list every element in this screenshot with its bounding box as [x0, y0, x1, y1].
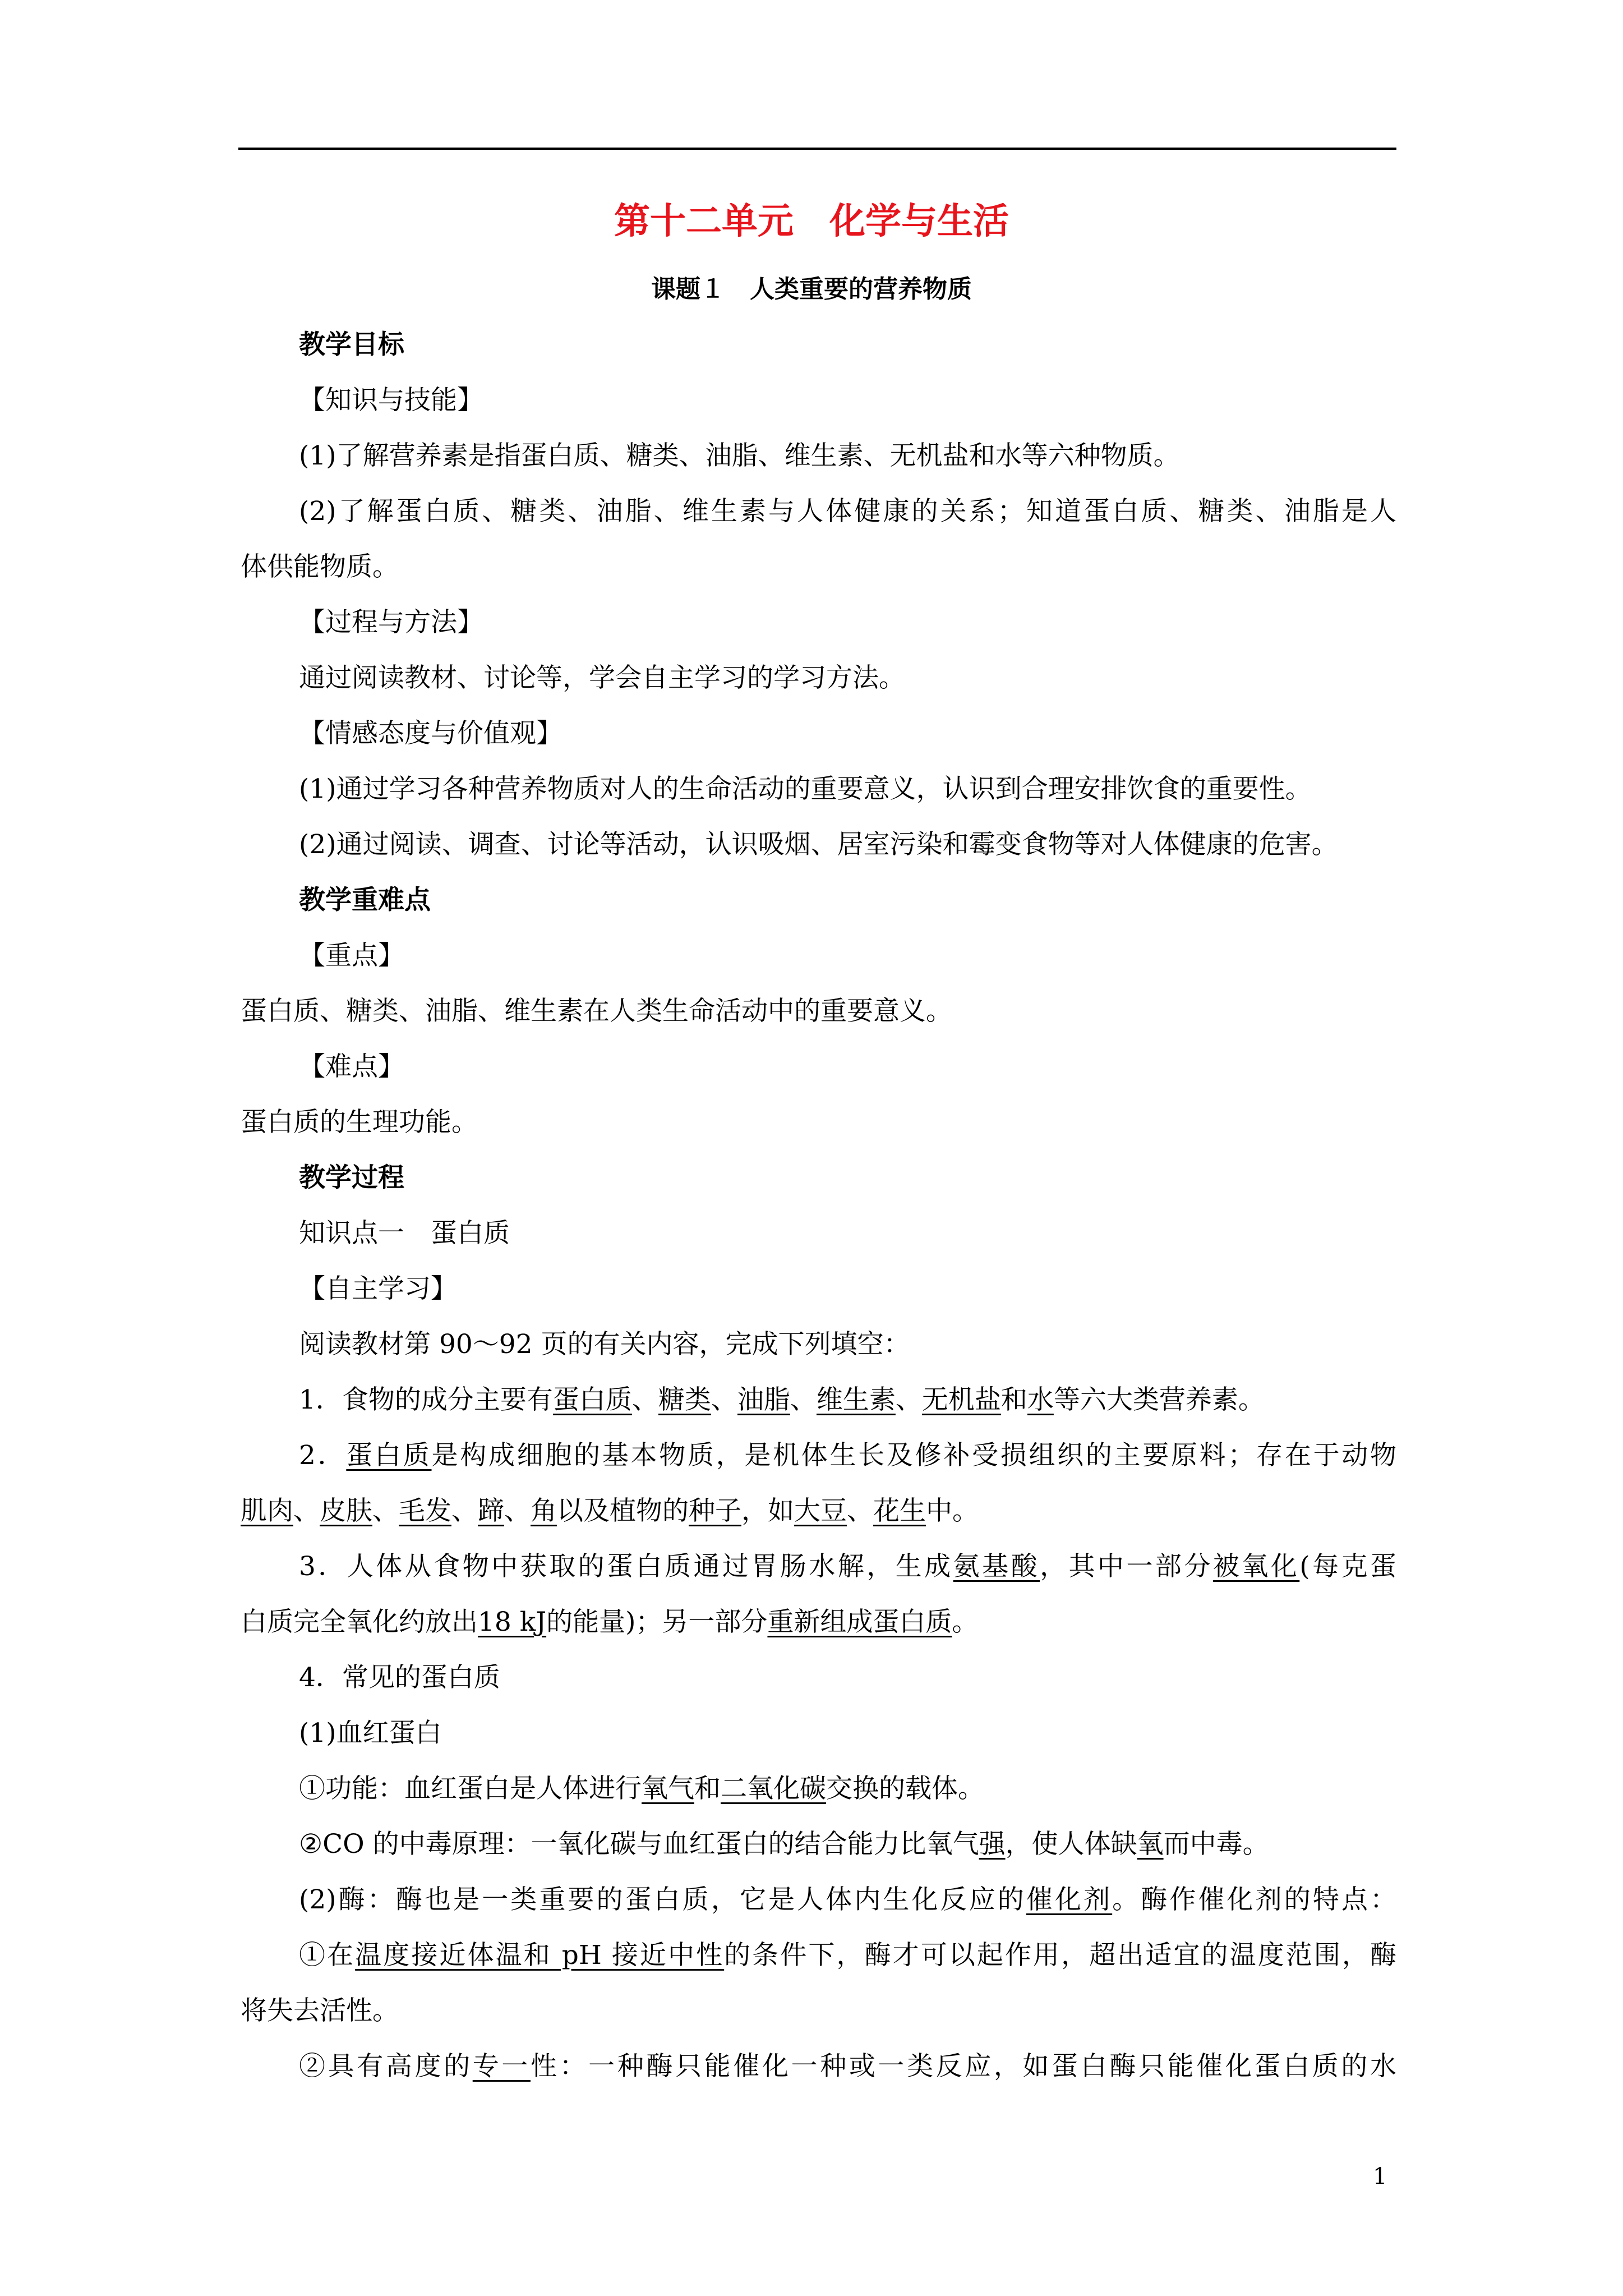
answer-blank: 花生	[873, 1496, 926, 1526]
answer-blank: 氧气	[642, 1773, 694, 1804]
answer-blank: 强	[979, 1829, 1006, 1860]
focus-text: 蛋白质、糖类、油脂、维生素在人类生命活动中的重要意义。	[241, 996, 952, 1027]
answer-blank: 被氧化	[1212, 1551, 1300, 1582]
reading-instruction: 阅读教材第 90～92 页的有关内容，完成下列填空：	[299, 1329, 910, 1360]
difficulty-heading: 【难点】	[299, 1051, 404, 1082]
page-number: 1	[1373, 2164, 1387, 2189]
enzyme-feature-1: ①在温度接近体温和 pH 接近中性的条件下，酶才可以起作用，超出适宜的温度范围，酶	[299, 1940, 1397, 1971]
answer-blank: 氧	[1137, 1829, 1164, 1860]
emotion-heading: 【情感态度与价值观】	[299, 718, 562, 749]
knowledge-heading: 【知识与技能】	[299, 385, 483, 416]
emotion-item-1: (1)通过学习各种营养物质对人的生命活动的重要意义，认识到合理安排饮食的重要性。	[299, 774, 1312, 804]
unit-title: 第十二单元 化学与生活	[614, 200, 1009, 242]
knowledge-item-1: (1)了解营养素是指蛋白质、糖类、油脂、维生素、无机盐和水等六种物质。	[299, 440, 1180, 471]
answer-blank: 角	[531, 1496, 557, 1526]
header-rule	[238, 148, 1396, 150]
answer-blank: 二氧化碳	[721, 1773, 826, 1804]
enzyme-heading: (2)酶：酶也是一类重要的蛋白质，它是人体内生化反应的催化剂。酶作催化剂的特点：	[299, 1884, 1397, 1915]
knowledge-item-2-cont: 体供能物质。	[241, 551, 399, 582]
process-text: 通过阅读教材、讨论等，学会自主学习的学习方法。	[299, 662, 905, 693]
answer-blank: 无机盐	[921, 1384, 1001, 1415]
hemoglobin-heading: (1)血红蛋白	[299, 1718, 442, 1749]
answer-blank: 催化剂	[1026, 1884, 1113, 1915]
lesson-title: 课题１ 人类重要的营养物质	[651, 275, 972, 303]
question-4-heading: 4．常见的蛋白质	[299, 1662, 500, 1693]
q1-prefix: 1．食物的成分主要有	[299, 1384, 553, 1415]
answer-blank: 大豆	[794, 1496, 847, 1526]
difficulty-text: 蛋白质的生理功能。	[241, 1107, 478, 1138]
enzyme-feature-1-cont: 将失去活性。	[241, 1995, 399, 2026]
answer-blank: 水	[1027, 1384, 1054, 1415]
answer-blank: 皮肤	[320, 1496, 372, 1526]
answer-blank: 18 kJ	[478, 1607, 547, 1637]
teaching-process-heading: 教学过程	[299, 1162, 404, 1193]
hemoglobin-function: ①功能：血红蛋白是人体进行氧气和二氧化碳交换的载体。	[299, 1773, 984, 1804]
self-study-heading: 【自主学习】	[299, 1273, 457, 1304]
answer-blank: 蛋白质	[552, 1384, 632, 1415]
answer-blank: 专一	[472, 2051, 531, 2082]
answer-blank: 蹄	[478, 1496, 504, 1526]
answer-blank: 维生素	[816, 1384, 896, 1415]
enzyme-feature-2: ②具有高度的专一性：一种酶只能催化一种或一类反应，如蛋白酶只能催化蛋白质的水	[299, 2051, 1397, 2082]
answer-blank: 糖类	[658, 1384, 711, 1415]
answer-blank: 蛋白质	[346, 1440, 432, 1471]
question-3-cont: 白质完全氧化约放出18 kJ的能量)；另一部分重新组成蛋白质。	[241, 1607, 979, 1637]
answer-blank: 油脂	[737, 1384, 790, 1415]
answer-blank: 重新组成蛋白质	[767, 1607, 952, 1637]
focus-heading: 【重点】	[299, 940, 404, 971]
objectives-heading: 教学目标	[299, 329, 404, 360]
emotion-item-2: (2)通过阅读、调查、讨论等活动，认识吸烟、居室污染和霉变食物等对人体健康的危害。	[299, 829, 1338, 860]
question-2-cont: 肌肉、皮肤、毛发、蹄、角以及植物的种子，如大豆、花生中。	[241, 1496, 979, 1526]
answer-blank: 氨基酸	[953, 1551, 1040, 1582]
knowledge-item-2: (2)了解蛋白质、糖类、油脂、维生素与人体健康的关系；知道蛋白质、糖类、油脂是人	[299, 496, 1396, 527]
question-1: 1．食物的成分主要有蛋白质、糖类、油脂、维生素、无机盐和水等六大类营养素。	[299, 1384, 1265, 1415]
answer-blank: 温度接近体温和 pH 接近中性	[355, 1940, 725, 1971]
key-points-heading: 教学重难点	[299, 885, 431, 915]
answer-blank: 肌肉	[241, 1496, 293, 1526]
co-poisoning: ②CO 的中毒原理：一氧化碳与血红蛋白的结合能力比氧气强，使人体缺氧而中毒。	[299, 1829, 1269, 1860]
process-heading: 【过程与方法】	[299, 607, 483, 638]
answer-blank: 毛发	[399, 1496, 451, 1526]
answer-blank: 种子	[689, 1496, 741, 1526]
question-2: 2．蛋白质是构成细胞的基本物质，是机体生长及修补受损组织的主要原料；存在于动物	[299, 1440, 1397, 1471]
knowledge-point-1: 知识点一 蛋白质	[299, 1218, 510, 1249]
question-3: 3．人体从食物中获取的蛋白质通过胃肠水解，生成氨基酸，其中一部分被氧化(每克蛋	[299, 1551, 1397, 1582]
